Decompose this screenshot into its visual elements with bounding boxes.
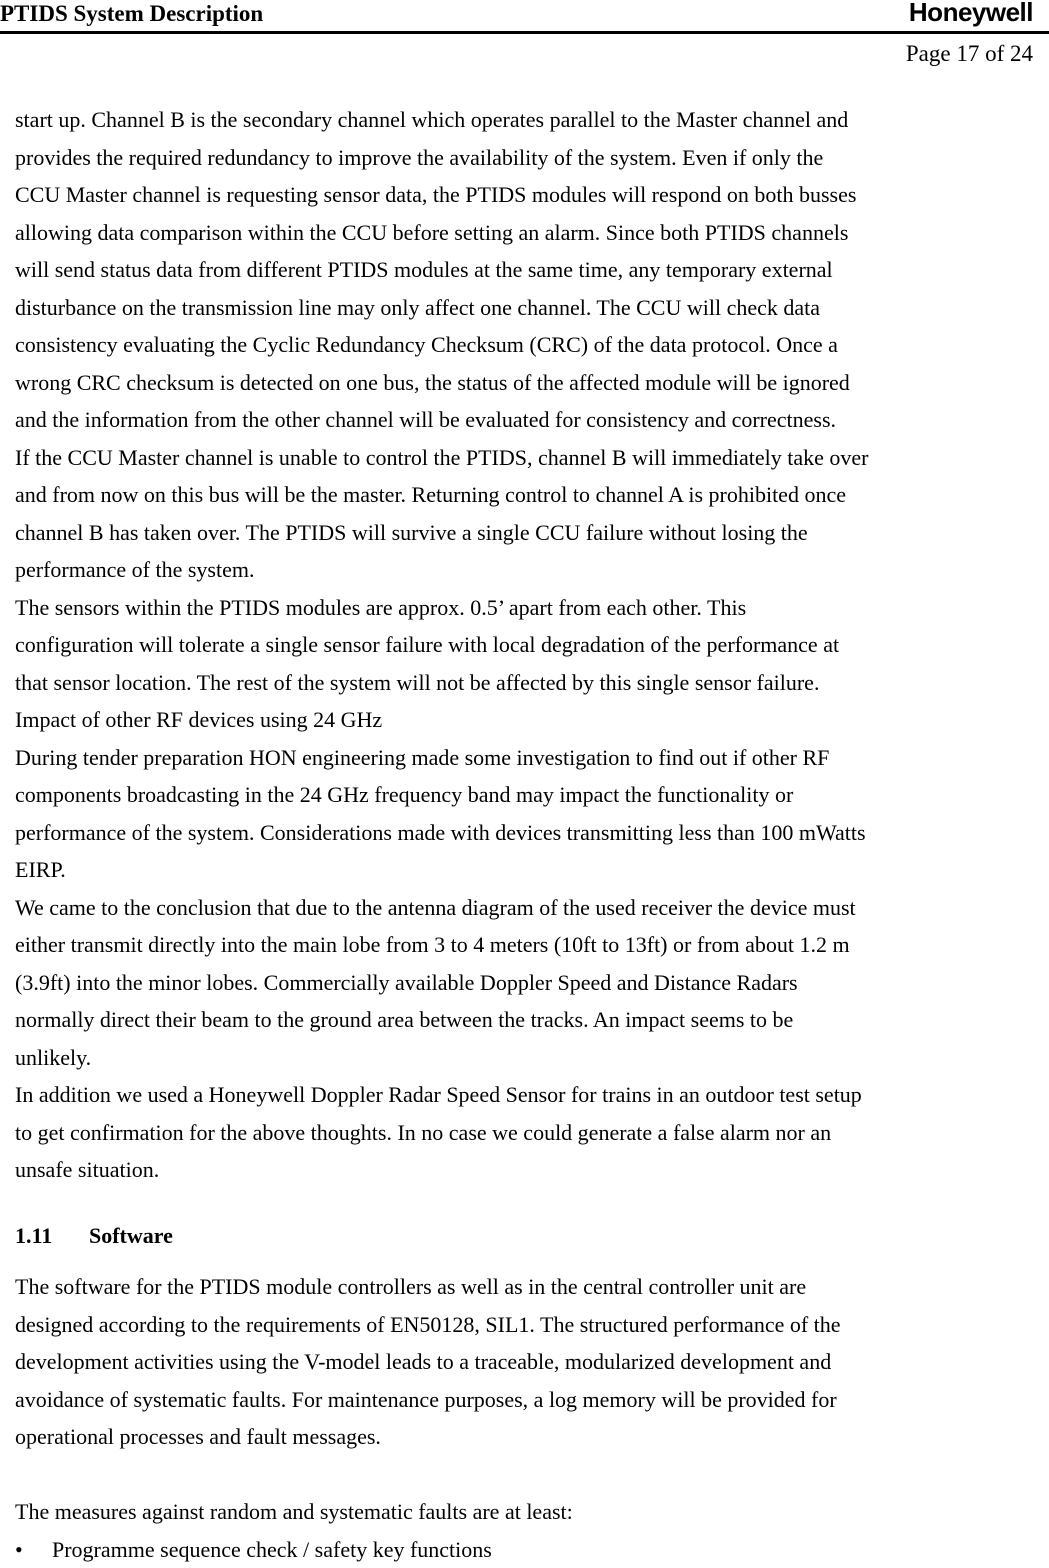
text-line: (3.9ft) into the minor lobes. Commercially available Doppler Speed and Distance Radars xyxy=(15,964,995,1002)
body-text xyxy=(15,101,995,1189)
text-line: operational processes and fault messages. xyxy=(15,1418,995,1456)
text-line: allowing data comparison within the CCU before setting an alarm. Since both PTIDS channels xyxy=(15,214,995,252)
text-line: unlikely. xyxy=(15,1039,995,1077)
text-line: will send status data from different PTIDS modules at the same time, any temporary external xyxy=(15,251,995,289)
page-number: Page 17 of 24 xyxy=(906,40,1033,68)
text-line: configuration will tolerate a single sensor failure with local degradation of the performance at xyxy=(15,626,995,664)
list-item xyxy=(15,1531,995,1568)
section-heading xyxy=(15,1219,173,1253)
measures-intro: The measures against random and systematic faults are at least: xyxy=(15,1493,995,1531)
text-line: The sensors within the PTIDS modules are approx. 0.5’ apart from each other. This xyxy=(15,589,995,627)
text-line: wrong CRC checksum is detected on one bus, the status of the affected module will be ignored xyxy=(15,364,995,402)
text-line: start up. Channel B is the secondary channel which operates parallel to the Master channel and xyxy=(15,101,995,139)
text-line: avoidance of systematic faults. For maintenance purposes, a log memory will be provided for xyxy=(15,1381,995,1419)
text-line: performance of the system. Considerations made with devices transmitting less than 100 mWatts xyxy=(15,814,995,852)
text-line: The software for the PTIDS module controllers as well as in the central controller unit are xyxy=(15,1268,995,1306)
header-divider xyxy=(0,31,1049,34)
text-line: to get confirmation for the above thoughts. In no case we could generate a false alarm nor an xyxy=(15,1114,995,1152)
text-line: designed according to the requirements of EN50128, SIL1. The structured performance of the xyxy=(15,1306,995,1344)
honeywell-logo: Honeywell xyxy=(909,0,1033,26)
text-line: In addition we used a Honeywell Doppler Radar Speed Sensor for trains in an outdoor test setup xyxy=(15,1076,995,1114)
text-line: performance of the system. xyxy=(15,551,995,589)
subheading-line: Impact of other RF devices using 24 GHz xyxy=(15,701,995,739)
text-line: disturbance on the transmission line may only affect one channel. The CCU will check data xyxy=(15,289,995,327)
paragraph-spacer xyxy=(15,1456,995,1494)
document-title: PTIDS System Description xyxy=(0,0,263,28)
section-title: Software xyxy=(89,1223,173,1248)
section-number: 1.11 xyxy=(15,1219,89,1253)
text-line: components broadcasting in the 24 GHz frequency band may impact the functionality or xyxy=(15,776,995,814)
text-line: development activities using the V-model leads to a traceable, modularized development and xyxy=(15,1343,995,1381)
text-line: We came to the conclusion that due to the antenna diagram of the used receiver the device must xyxy=(15,889,995,927)
bullet-icon: • xyxy=(15,1531,23,1568)
list-item-text: Programme sequence check / safety key functions xyxy=(52,1537,492,1562)
text-line: provides the required redundancy to improve the availability of the system. Even if only the xyxy=(15,139,995,177)
text-line: that sensor location. The rest of the system will not be affected by this single sensor failure. xyxy=(15,664,995,702)
text-line: CCU Master channel is requesting sensor data, the PTIDS modules will respond on both busses xyxy=(15,176,995,214)
text-line: unsafe situation. xyxy=(15,1151,995,1189)
section-body xyxy=(15,1268,995,1568)
text-line: and the information from the other channel will be evaluated for consistency and correctness. xyxy=(15,401,995,439)
text-line: and from now on this bus will be the master. Returning control to channel A is prohibited once xyxy=(15,476,995,514)
text-line: If the CCU Master channel is unable to control the PTIDS, channel B will immediately take over xyxy=(15,439,995,477)
text-line: consistency evaluating the Cyclic Redundancy Checksum (CRC) of the data protocol. Once a xyxy=(15,326,995,364)
text-line: During tender preparation HON engineering made some investigation to find out if other RF xyxy=(15,739,995,777)
text-line: either transmit directly into the main lobe from 3 to 4 meters (10ft to 13ft) or from about 1.2 m xyxy=(15,926,995,964)
page-header xyxy=(0,0,1049,34)
text-line: channel B has taken over. The PTIDS will survive a single CCU failure without losing the xyxy=(15,514,995,552)
text-line: normally direct their beam to the ground area between the tracks. An impact seems to be xyxy=(15,1001,995,1039)
text-line: EIRP. xyxy=(15,851,995,889)
